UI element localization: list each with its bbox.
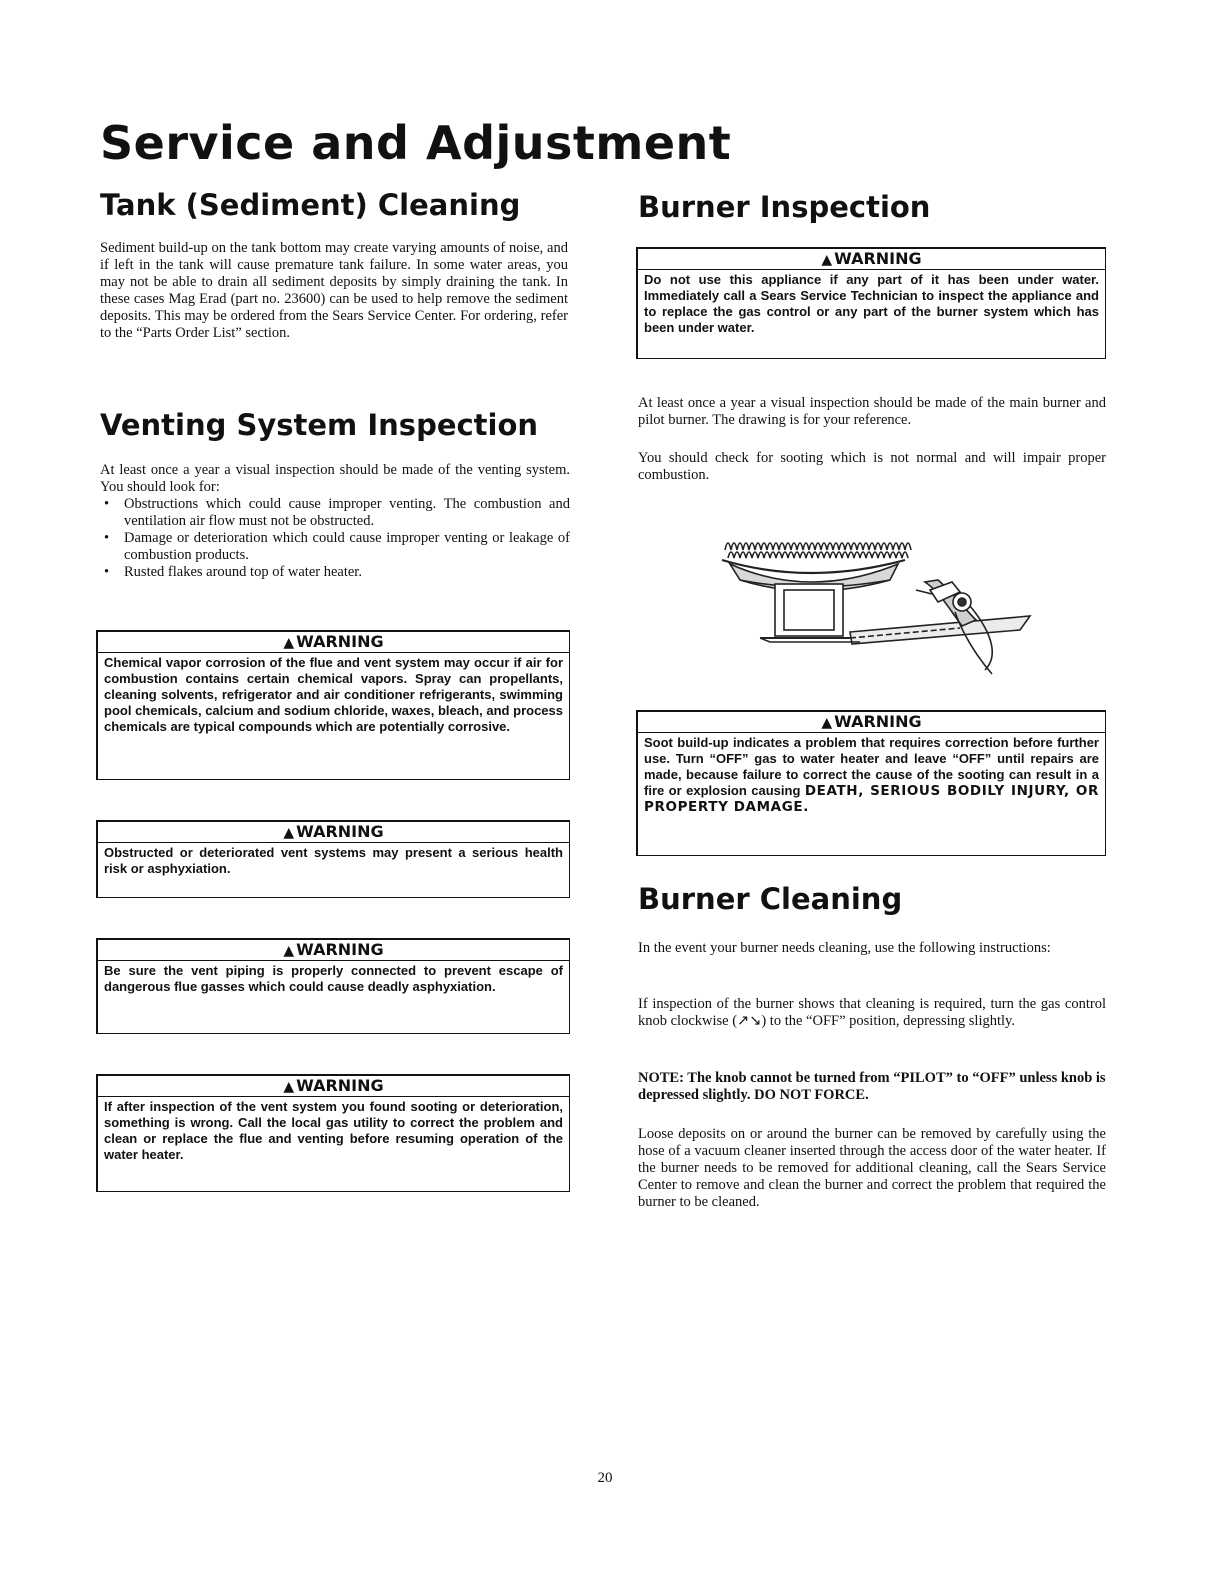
warning-box-sooting (96, 1074, 570, 1192)
venting-intro: At least once a year a visual inspection should be made of the venting system. You should look for: (100, 462, 570, 495)
warning-text: Do not use this appliance if any part of it has been under water. Immediately call a Sears Service Technician to inspect the appliance and to replace the gas control or any part of the burner system which has been under water. (644, 272, 1099, 335)
burner-inspection-paragraph: At least once a year a visual inspection should be made of the main burner and pilot burner. The drawing is for your reference. (638, 395, 1106, 428)
warning-header (638, 712, 1105, 733)
list-item: • Rusted flakes around top of water heater. (100, 564, 570, 581)
warning-header (638, 249, 1105, 270)
burner-cleaning-heading: Burner Cleaning (638, 882, 903, 916)
list-item: • Obstructions which could cause improper venting. The combustion and ventilation air flow must not be obstructed. (100, 496, 570, 530)
burner-cleaning-intro: In the event your burner needs cleaning, use the following instructions: (638, 940, 1051, 956)
warning-text-emphasis: DEATH, SERIOUS BODILY INJURY, OR PROPERTY DAMAGE. (644, 783, 1100, 815)
warning-title: WARNING (296, 1076, 384, 1095)
tank-cleaning-heading: Tank (Sediment) Cleaning (100, 188, 521, 222)
warning-triangle-icon: ▲ (283, 1079, 295, 1095)
tank-cleaning-paragraph: Sediment build-up on the tank bottom may create varying amounts of noise, and if left in the tank will cause premature tank failure. In some water areas, you may not be able to drain all sediment deposits by simply draining the tank. In these cases Mag Erad (part no. 23600) can be used to help remove the sediment deposits. This may be ordered from the Sears Service Center. For ordering, refer to the “Parts Order List” section. (100, 240, 568, 341)
warning-title: WARNING (296, 940, 384, 959)
burner-cleaning-note: NOTE: The knob cannot be turned from “PILOT” to “OFF” unless knob is depressed slightly. DO NOT FORCE. (638, 1070, 1106, 1103)
warning-header (98, 632, 569, 653)
warning-text: Be sure the vent piping is properly connected to prevent escape of dangerous flue gasses which could cause deadly asphyxiation. (104, 963, 563, 994)
warning-triangle-icon: ▲ (821, 252, 833, 268)
warning-box-obstructed-vent (96, 820, 570, 898)
venting-checklist (100, 496, 570, 581)
warning-triangle-icon: ▲ (283, 943, 295, 959)
warning-box-under-water (636, 247, 1106, 359)
warning-header (98, 822, 569, 843)
warning-text: If after inspection of the vent system you found sooting or deterioration, something is wrong. Call the local gas utility to correct the problem and clean or replace the flue and venting before resuming operation of the water heater. (104, 1099, 563, 1162)
warning-title: WARNING (296, 822, 384, 841)
warning-header (98, 1076, 569, 1097)
page-number: 20 (597, 1470, 613, 1486)
venting-inspection-heading: Venting System Inspection (100, 408, 539, 442)
warning-title: WARNING (296, 632, 384, 651)
warning-box-vent-piping (96, 938, 570, 1034)
warning-triangle-icon: ▲ (283, 825, 295, 841)
warning-text: Chemical vapor corrosion of the flue and vent system may occur if air for combustion contains certain chemical vapors. Spray can propellants, cleaning solvents, refrigerator and air conditioner refrigerants, swimming pool chemicals, calcium and sodium chloride, waxes, bleach, and process chemicals are typical compounds which are potentially corrosive. (104, 655, 563, 734)
warning-box-soot-buildup (636, 710, 1106, 856)
warning-title: WARNING (834, 249, 922, 268)
sooting-check-paragraph: You should check for sooting which is not normal and will impair proper combustion. (638, 450, 1106, 483)
warning-text-main: Soot build-up indicates a problem that requires correction before further use. Turn “OFF” gas to water heater and leave “OFF” until repairs are made, because failure to correct the cause of the sooting can result in a fire or explosion causing (644, 735, 1099, 798)
warning-text: Obstructed or deteriorated vent systems may present a serious health risk or asphyxiation. (104, 845, 563, 876)
burner-drawing (700, 520, 1040, 680)
warning-header (98, 940, 569, 961)
warning-triangle-icon: ▲ (821, 715, 833, 731)
page-title: Service and Adjustment (100, 116, 732, 170)
warning-box-chemical-vapor (96, 630, 570, 780)
warning-title: WARNING (834, 712, 922, 731)
warning-text (638, 733, 1105, 818)
burner-inspection-heading: Burner Inspection (638, 190, 931, 224)
warning-triangle-icon: ▲ (283, 635, 295, 651)
burner-cleaning-turn-off: If inspection of the burner shows that cleaning is required, turn the gas control knob clockwise (↗↘) to the “OFF” position, depressing slightly. (638, 996, 1106, 1029)
list-item: • Damage or deterioration which could cause improper venting or leakage of combustion products. (100, 530, 570, 564)
burner-cleaning-paragraph: Loose deposits on or around the burner can be removed by carefully using the hose of a vacuum cleaner inserted through the access door of the water heater. If the burner needs to be removed for additional cleaning, call the Sears Service Center to remove and clean the burner and correct the problem that required the burner to be cleaned. (638, 1126, 1106, 1210)
